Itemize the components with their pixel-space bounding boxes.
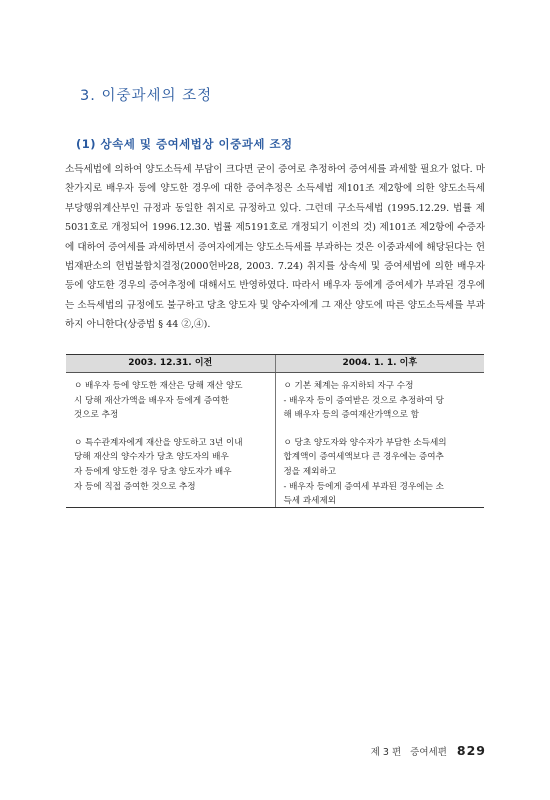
footer-part-label: 제 3 편 증여세편 bbox=[370, 747, 447, 758]
subsection-title: (1) 상속세 및 증여세법상 이중과세 조정 bbox=[76, 137, 293, 151]
table-header-row bbox=[66, 355, 484, 373]
list-item: ㅇ 기본 체계는 유지하되 자구 수정 - 배우자 등이 증여받은 것으로 추정하여 당 해 배우자 등의 증여재산가액으로 함 bbox=[283, 381, 444, 421]
table-cell-after bbox=[275, 373, 485, 507]
page-number: 829 bbox=[456, 743, 486, 758]
page-footer bbox=[371, 743, 486, 758]
table-body-row bbox=[66, 373, 484, 507]
comparison-table bbox=[66, 354, 484, 508]
table-header-after: 2004. 1. 1. 이후 bbox=[275, 355, 485, 372]
body-paragraph: 소득세법에 의하여 양도소득세 부담이 크다면 굳이 증여로 추정하여 증여세를 과세할 필요가 없다. 마찬가지로 배우자 등에 양도한 경우에 대한 증여추정은 소득세법 제101조 제2항에 의한 양도소득세 부당행위계산부인 규정과 동일한 취지로 규정하고 있다. 그런데 구소득세법 (1995.12.29. 법률 제5031호로 개정되어 1996.12.30. 법률 제5191호로 개정되기 이전의 것) 제101조 제2항에 수증자에 대하여 증여세를 과세하면서 증여자에게는 양도소득세를 부과하는 것은 이중과세에 해당된다는 헌법재판소의 헌법불합치결정(2000헌바28, 2003. 7.24) 취지를 상속세 및 증여세법에 의한 배우자 등에 양도한 경우의 증여추정에 대해서도 반영하였다. 따라서 배우자 등에게 증여세가 부과된 경우에는 소득세법의 규정에도 불구하고 당초 양도자 및 양수자에게 그 재산 양도에 따른 양도소득세를 부과하지 아니한다(상증법 § 44 ②,④). bbox=[65, 164, 485, 331]
table-cell-before bbox=[66, 373, 275, 507]
table-header-before: 2003. 12.31. 이전 bbox=[128, 358, 213, 368]
section-title: 3. 이중과세의 조정 bbox=[80, 88, 213, 104]
list-item: ㅇ 배우자 등에 양도한 재산은 당해 재산 양도 시 당해 재산가액을 배우자 등에게 증여한 것으로 추정 bbox=[74, 381, 243, 421]
list-item: ㅇ 당초 양도자와 양수자가 부담한 소득세의 합계액이 증여세액보다 큰 경우에는 증여추 정을 제외하고 - 배우자 등에게 증여세 부과된 경우에는 소 득세 과세제외 bbox=[283, 437, 447, 507]
list-item: ㅇ 특수관계자에게 재산을 양도하고 3년 이내 당해 재산의 양수자가 당초 양도자의 배우 자 등에게 양도한 경우 당초 양도자가 배우 자 등에 직접 증여한 것으로 추정 bbox=[74, 437, 243, 492]
